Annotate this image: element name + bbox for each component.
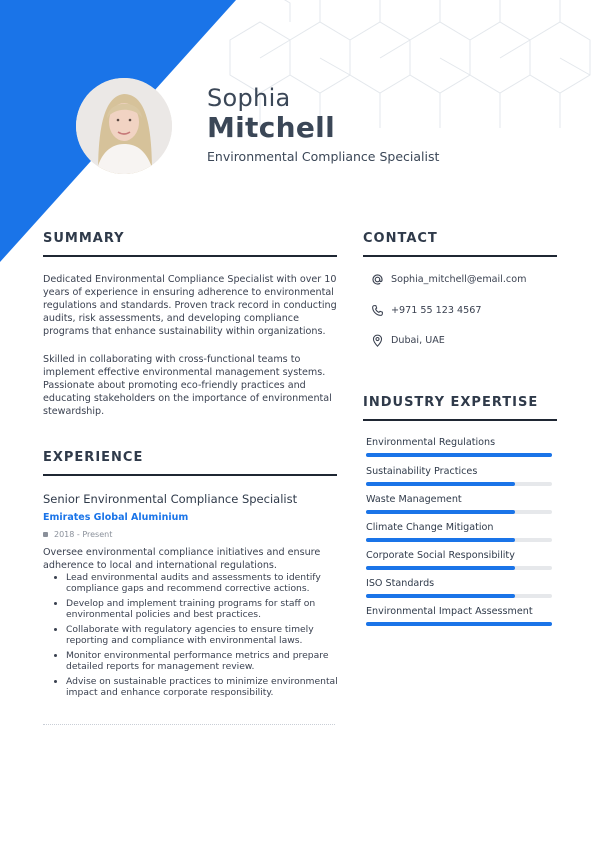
list-item: • Advise on sustainable practices to minimize environmental impact and enhance corporate responsibility. bbox=[66, 676, 356, 698]
experience-heading: EXPERIENCE bbox=[43, 450, 144, 465]
skill-item bbox=[366, 466, 552, 486]
expertise-heading: INDUSTRY EXPERTISE bbox=[363, 395, 539, 410]
skill-level-fill bbox=[366, 482, 515, 486]
skill-level-bar bbox=[366, 566, 552, 570]
phone-text: +971 55 123 4567 bbox=[391, 305, 482, 316]
list-item: • Collaborate with regulatory agencies to ensure timely reporting and compliance with environmental laws. bbox=[66, 624, 356, 646]
skill-label: Climate Change Mitigation bbox=[366, 522, 494, 533]
skill-level-fill bbox=[366, 622, 552, 626]
skill-level-bar bbox=[366, 622, 552, 626]
job-dates-text: 2018 - Present bbox=[54, 530, 113, 539]
skill-level-fill bbox=[366, 538, 515, 542]
list-item: • Monitor environmental performance metrics and prepare detailed reports for management review. bbox=[66, 650, 356, 672]
last-name: Mitchell bbox=[207, 111, 335, 144]
contact-divider bbox=[363, 255, 557, 257]
summary-divider bbox=[43, 255, 337, 257]
skill-level-bar bbox=[366, 594, 552, 598]
list-item: • Develop and implement training programs for staff on environmental policies and best practices. bbox=[66, 598, 356, 620]
list-item: • Lead environmental audits and assessments to identify compliance gaps and recommend corrective actions. bbox=[66, 572, 356, 594]
skill-label: Environmental Regulations bbox=[366, 437, 496, 448]
contact-location bbox=[371, 334, 445, 347]
location-pin-icon bbox=[371, 334, 384, 347]
skill-label: Sustainability Practices bbox=[366, 466, 478, 477]
skill-item bbox=[366, 550, 552, 570]
first-name: Sophia bbox=[207, 84, 291, 112]
skill-label: Waste Management bbox=[366, 494, 462, 505]
section-end-divider bbox=[43, 724, 335, 725]
at-sign-icon bbox=[371, 273, 384, 286]
skill-item bbox=[366, 606, 552, 626]
calendar-icon bbox=[43, 532, 48, 537]
skill-level-fill bbox=[366, 453, 552, 457]
skill-label: Environmental Impact Assessment bbox=[366, 606, 533, 617]
company-name: Emirates Global Aluminium bbox=[43, 512, 189, 523]
skill-label: Corporate Social Responsibility bbox=[366, 550, 515, 561]
skill-item bbox=[366, 522, 552, 542]
contact-phone[interactable] bbox=[371, 304, 481, 317]
skill-level-fill bbox=[366, 594, 515, 598]
skill-level-bar bbox=[366, 453, 552, 457]
job-dates bbox=[43, 530, 112, 539]
phone-icon bbox=[371, 304, 384, 317]
summary-paragraph-2: Skilled in collaborating with cross-functional teams to implement effective environmental management systems. Passionate about promoting eco-friendly practices and educating stakeholders on the importance of environmental stewardship. bbox=[43, 354, 332, 417]
job-role-title: Environmental Compliance Specialist bbox=[207, 149, 440, 164]
profile-photo bbox=[76, 78, 172, 174]
job-title: Senior Environmental Compliance Specialist bbox=[43, 492, 298, 506]
contact-heading: CONTACT bbox=[363, 231, 438, 246]
skill-level-fill bbox=[366, 566, 515, 570]
skill-level-fill bbox=[366, 510, 515, 514]
experience-divider bbox=[43, 474, 337, 476]
contact-email[interactable] bbox=[371, 273, 526, 286]
skill-level-bar bbox=[366, 482, 552, 486]
email-text: Sophia_mitchell@email.com bbox=[391, 274, 527, 285]
skill-label: ISO Standards bbox=[366, 578, 435, 589]
job-achievements-list bbox=[52, 572, 356, 702]
expertise-divider bbox=[363, 419, 557, 421]
summary-heading: SUMMARY bbox=[43, 231, 125, 246]
job-description: Oversee environmental compliance initiatives and ensure adherence to local and international regulations. bbox=[43, 547, 321, 571]
skill-level-bar bbox=[366, 510, 552, 514]
skill-item bbox=[366, 437, 552, 457]
location-text: Dubai, UAE bbox=[391, 335, 445, 346]
skill-item bbox=[366, 578, 552, 598]
summary-paragraph-1: Dedicated Environmental Compliance Specialist with over 10 years of experience in ensuring adherence to environmental regulations and standards. Proven track record in conducting audits, risk assessments, and developing compliance programs that enhance sustainability within organizations. bbox=[43, 274, 337, 337]
skill-level-bar bbox=[366, 538, 552, 542]
skill-item bbox=[366, 494, 552, 514]
